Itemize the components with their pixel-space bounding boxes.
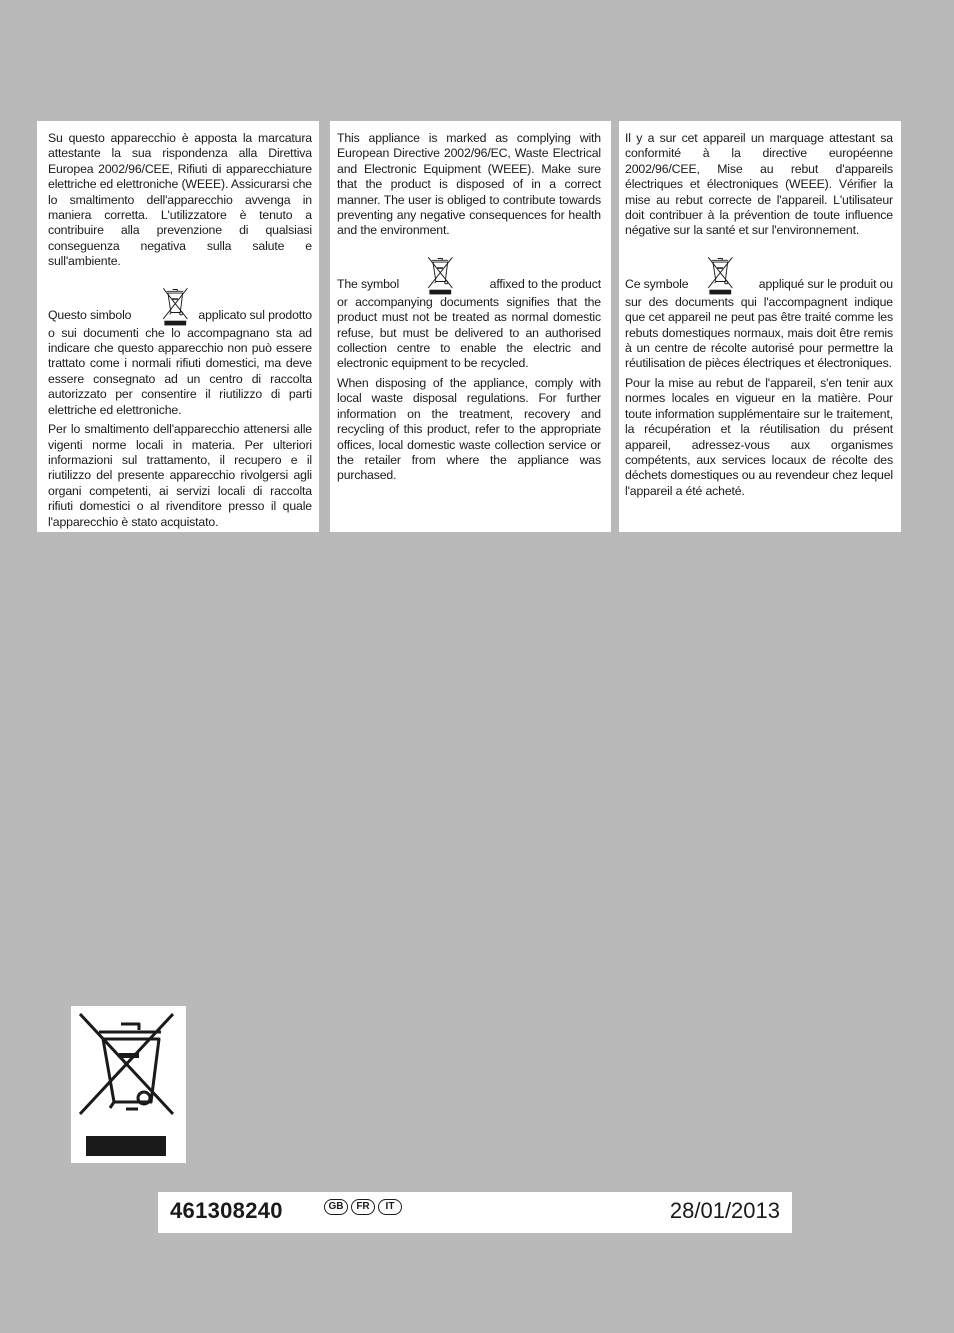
symbol-text-after: appliqué sur le produit ou — [758, 277, 893, 292]
language-badge-fr: FR — [351, 1199, 375, 1215]
symbol-paragraph: or accompanying documents signifies that the product must not be treated as normal domestic refuse, but must be delivered to an authorised collection centre to enable the electric and electronic equipment to be recycled. — [337, 294, 601, 371]
symbol-text-before: The symbol — [337, 277, 400, 292]
language-badge-it: IT — [378, 1199, 402, 1215]
language-codes — [324, 1199, 402, 1215]
crossed-out-wheelie-bin-icon — [425, 255, 455, 295]
symbol-paragraph: o sui documenti che lo accompagnano sta ad indicare che questo apparecchio non può essere trattato come i normali rifiuti domestici, ma deve essere consegnato ad un centro di raccolta autorizzato per consentire il riutilizzo di parti elettriche ed elettroniche. — [48, 325, 312, 417]
symbol-line — [625, 255, 893, 295]
intro-paragraph: Il y a sur cet appareil un marquage attestant sa conformité à la directive européenne 2002/96/CEE, Mise au rebut d'appareils électriques et électroniques (WEEE). Vérifier la mise au rebut correcte de l'appareil. L'utilisateur doit contribuer à la prévention de toute influence négative sur la santé et sur l'environnement. — [625, 131, 893, 238]
symbol-text-before: Questo simbolo — [48, 308, 132, 323]
crossed-out-wheelie-bin-icon — [705, 255, 735, 295]
footer-bar — [158, 1192, 792, 1233]
weee-notice-italian — [37, 121, 319, 532]
symbol-paragraph: sur des documents qui l'accompagnent indique que cet appareil ne peut pas être traité comme les rebuts domestiques normaux, mais doit être remis à un centre de récolte autorisé pour permettre la réutilisation de pièces électriques et électroniques. — [625, 294, 893, 371]
weee-notice-english — [330, 121, 611, 532]
document-date: 28/01/2013 — [669, 1198, 780, 1223]
symbol-line — [337, 255, 601, 295]
intro-paragraph: Su questo apparecchio è apposta la marcatura attestante la sua rispondenza alla Direttiva Europea 2002/96/CEE, Rifiuti di apparecchiature elettriche ed elettroniche (WEEE). Assicurarsi che lo smaltimento dell'apparecchio avvenga in maniera corretta. L'utilizzatore è tenuto a contribuire alla prevenzione di qualsiasi conseguenza negativa sulla salute e sull'ambiente. — [48, 131, 312, 269]
symbol-text-before: Ce symbole — [625, 277, 689, 292]
product-code: 461308240 — [170, 1198, 283, 1223]
intro-paragraph: This appliance is marked as complying with European Directive 2002/96/EC, Waste Electrical and Electronic Equipment (WEEE). Make sure that the product is disposed of in a correct manner. The user is obliged to contribute towards preventing any negative consequences for health and the environment. — [337, 131, 601, 238]
weee-notice-french — [619, 121, 901, 532]
disposal-paragraph: When disposing of the appliance, comply with local waste disposal regulations. For further information on the treatment, recovery and recycling of this product, refer to the appropriate offices, local domestic waste collection service or the retailer from where the appliance was purchased. — [337, 375, 601, 483]
symbol-text-after: affixed to the product — [489, 277, 601, 292]
language-badge-gb: GB — [324, 1199, 348, 1215]
symbol-line — [48, 286, 312, 326]
disposal-paragraph: Per lo smaltimento dell'apparecchio attenersi alle vigenti norme locali in materia. Per ulteriori informazioni sul trattamento, il recupero e il riutilizzo del presente apparecchio rivolgersi agli organi competenti, ai servizi locali di raccolta rifiuti domestici o al rivenditore presso il quale l'apparecchio è stato acquistato. — [48, 422, 312, 529]
crossed-out-wheelie-bin-icon — [71, 1006, 186, 1163]
symbol-text-after: applicato sul prodotto — [198, 308, 312, 323]
weee-symbol — [71, 1006, 186, 1163]
disposal-paragraph: Pour la mise au rebut de l'appareil, s'en tenir aux normes locales en vigueur en la matière. Pour toute information supplémentaire sur le traitement, la récupération et la réutilisation du présent appareil, adressez-vous aux organismes compétents, aux services locaux de récolte des déchets domestiques ou au revendeur chez lequel l'appareil a été acheté. — [625, 375, 893, 498]
crossed-out-wheelie-bin-icon — [160, 286, 190, 326]
